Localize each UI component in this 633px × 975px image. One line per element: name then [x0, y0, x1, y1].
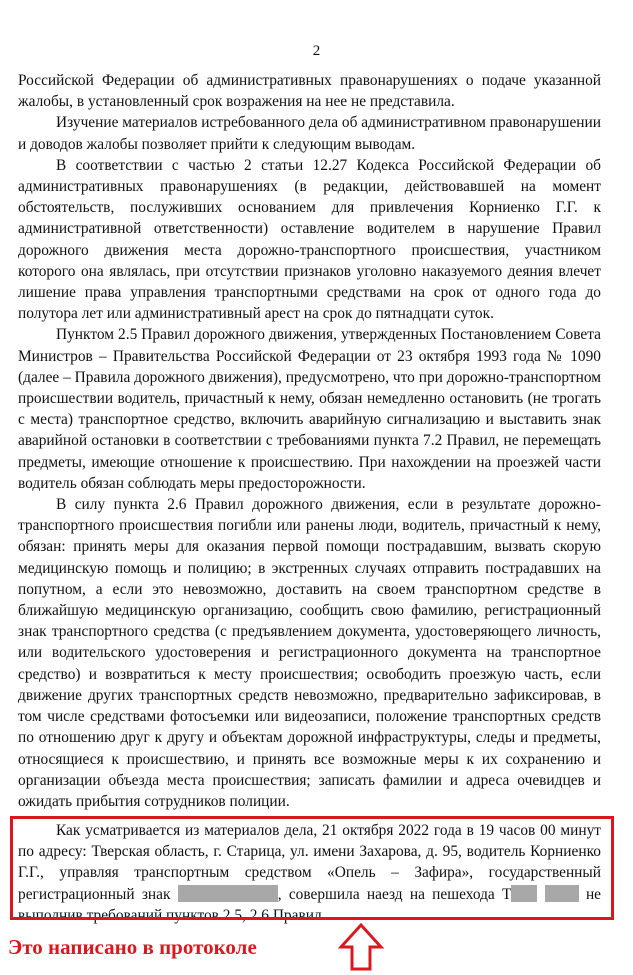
protocol-note-label: Это написано в протоколе	[8, 935, 257, 959]
highlighted-text-part3: не выполнив требований пунктов 2.5, 2.6 Правил	[18, 885, 602, 924]
paragraph-rule-2-5: Пунктом 2.5 Правил дорожного движения, утвержденных Постановлением Совета Министров – Правительства Российской Федерации от 23 октября 1993 года № 1090 (далее – Правила дорожного движения), предусмотрено, что при дорожно-транспортном происшествии водитель, причастный к нему, обязан немедленно остановить (не трогать с места) транспортное средство, включить аварийную сигнализацию и выставить знак аварийной остановки в соответствии с требованиями пункта 7.2 Правил, не перемещать предметы, имеющие отношение к происшествию. При нахождении на проезжей части водитель обязан соблюдать меры предосторожности.	[18, 326, 601, 492]
red-highlight-frame	[10, 816, 614, 920]
up-arrow-icon	[338, 922, 384, 972]
highlighted-text-part2: , совершила наезд на пешехода Т	[277, 885, 512, 903]
paragraph-rule-2-6: В силу пункта 2.6 Правил дорожного движения, если в результате дорожно-транспортного происшествия погибли или ранены люди, водитель, причастный к нему, обязан: принять меры для оказания первой помощи пострадавшим, вызвать скорую медицинскую помощь и полицию; в экстренных случаях отправить пострадавших на попутном, а если это невозможно, доставить на своем транспортном средстве в ближайшую медицинскую организацию, сообщить свою фамилию, регистрационный знак транспортного средства (с предъявлением документа, удостоверяющего личность, или водительского удостоверения и регистрационного документа на транспортное средство) и возвратиться к месту происшествия; освободить проезжую часть, если движение других транспортных средств невозможно, предварительно зафиксировав, в том числе средствами фотосъемки или видеозаписи, положение транспортных средств по отношению друг к другу и объектам дорожной инфраструктуры, следы и предметы, относящиеся к происшествию, и принять все возможные меры к их сохранению и организации объезда места происшествия; записать фамилии и адреса очевидцев и ожидать прибытия сотрудников полиции.	[18, 496, 601, 810]
paragraph-article-12-27: В соответствии с частью 2 статьи 12.27 Кодекса Российской Федерации об административных правонарушениях (в редакции, действовавшей на момент обстоятельств, послуживших основанием для привлечения Корниенко Г.Г. к административной ответственности) оставление водителем в нарушение Правил дорожного движения места дорожно-транспортного происшествия, участником которого она являлась, при отсутствии признаков уголовно наказуемого деяния влечет лишение права управления транспортными средствами на срок от одного года до полутора лет или административный арест на срок до пятнадцати суток.	[18, 156, 601, 323]
document-body	[18, 70, 601, 812]
highlighted-text-part1: Как усматривается из материалов дела, 21 октября 2022 года в 19 часов 00 минут по адресу: Тверская область, г. Старица, ул. имени Захарова, д. 95, водитель Корниенко Г.Г., управляя транспортным средством «Опель – Зафира», государственный регистрационный знак	[18, 822, 601, 903]
page-number: 2	[312, 43, 321, 59]
paragraph-continuation: Российской Федерации об административных правонарушениях о подаче указанной жалобы, в установленный срок возражения на нее не представила.	[18, 72, 601, 111]
paragraph-study: Изучение материалов истребованного дела об административном правонарушении и доводов жалобы позволяет прийти к следующим выводам.	[18, 114, 601, 153]
